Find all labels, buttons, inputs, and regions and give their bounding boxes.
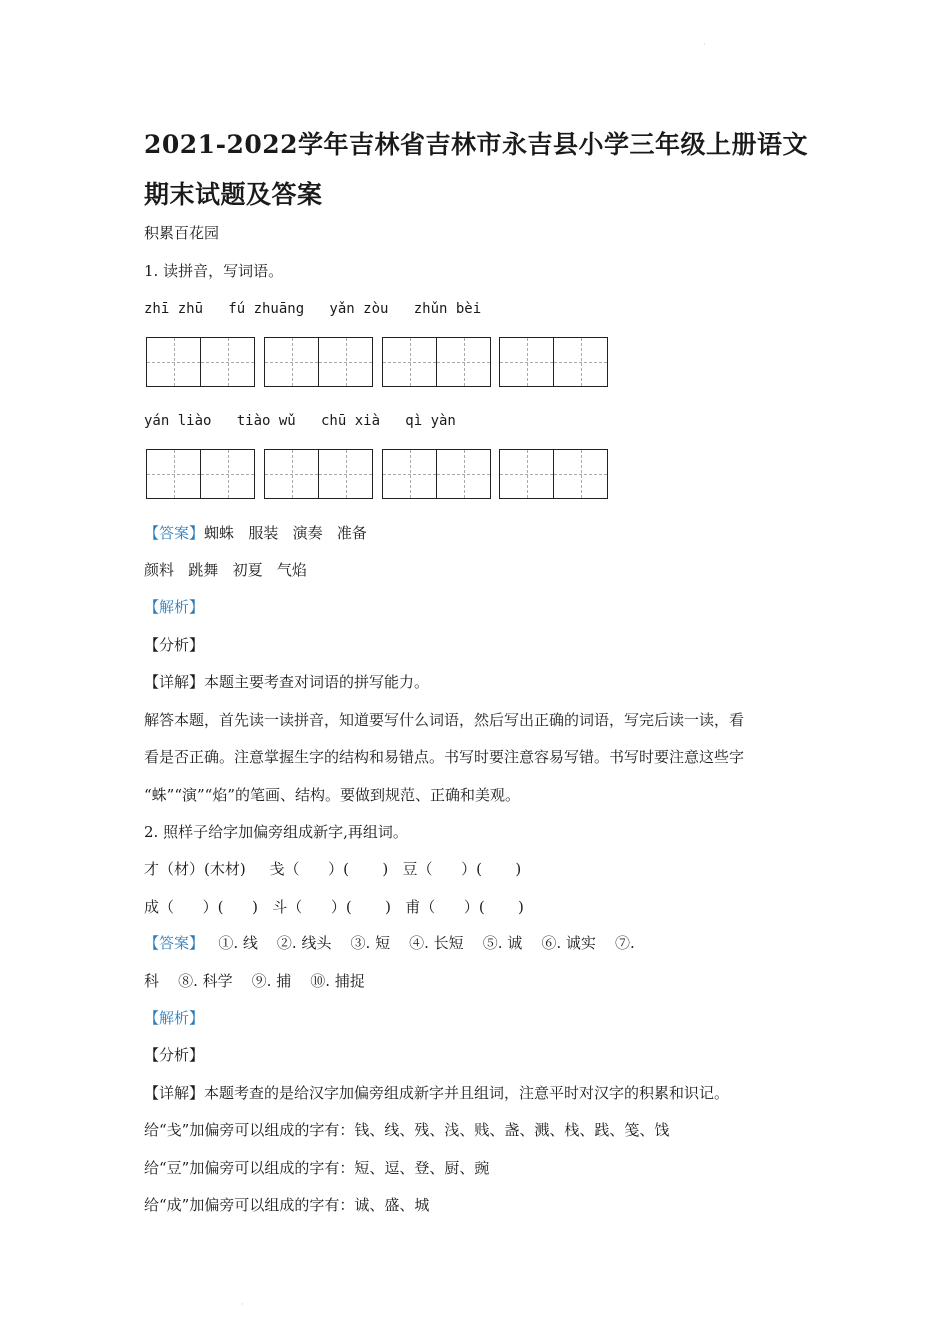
q2-answer-text-2: 科 ⑧. 科学 ⑨. 捕 ⑩. 捕捉 [144,972,365,990]
writing-box[interactable] [146,337,255,387]
scan-dot: · [241,1300,244,1309]
q1-para-2: 看是否正确。注意掌握生字的结构和易错点。书写时要注意容易写错。书写时要注意这些字 [144,748,745,766]
q2-line-dou: 给“豆”加偏旁可以组成的字有：短、逗、登、厨、豌 [144,1159,490,1177]
q2-fenxi: 【分析】 [144,1046,205,1064]
q1-answer-text-1: 蜘蛛 服装 演奏 准备 [204,524,367,542]
section-heading: 积累百花园 [144,224,220,242]
q2-jiexi-tag: 【解析】 [144,1009,205,1027]
q2-row-1: 才（材）(木材) 戋（ ）( ) 豆（ ）( ) [144,860,522,878]
q2-answer [144,932,635,954]
q1-para-3: “蛛”“演”“焰”的笔画、结构。要做到规范、正确和美观。 [144,786,521,804]
writing-box[interactable] [382,449,491,499]
pinyin-row-1: zhī zhū fú zhuāng yǎn zòu zhǔn bèi [144,301,482,317]
q2-xiangjie: 【详解】本题考查的是给汉字加偏旁组成新字并且组词，注意平时对汉字的积累和识记。 [144,1084,730,1102]
writing-box[interactable] [499,337,608,387]
pinyin-row-2: yán liào tiào wǔ chū xià qì yàn [144,413,456,429]
q1-fenxi: 【分析】 [144,636,205,654]
question-2-prompt: 2. 照样子给字加偏旁组成新字,再组词。 [144,823,408,841]
q2-row-2: 成（ ）( ) 斗（ ）( ) 甫（ ）( ) [144,898,524,916]
writing-box[interactable] [382,337,491,387]
q2-line-jian: 给“戋”加偏旁可以组成的字有：钱、线、残、浅、贱、盏、溅、栈、践、笺、饯 [144,1121,670,1139]
writing-box[interactable] [264,337,373,387]
q1-xiangjie: 【详解】本题主要考查对词语的拼写能力。 [144,673,430,691]
q1-answer-text-2: 颜料 跳舞 初夏 气焰 [144,561,307,579]
writing-box[interactable] [499,449,608,499]
writing-box[interactable] [146,449,255,499]
q1-answer [144,522,367,544]
answer-tag: 【答案】 [144,524,205,542]
q1-jiexi-tag: 【解析】 [144,598,205,616]
scan-dot: · [703,40,706,49]
answer-tag: 【答案】 [144,934,205,952]
q2-answer-text-1: ①. 线 ②. 线头 ③. 短 ④. 长短 ⑤. 诚 ⑥. 诚实 ⑦. [204,934,635,952]
writing-box[interactable] [264,449,373,499]
page-title: 2021-2022学年吉林省吉林市永吉县小学三年级上册语文期末试题及答案 [144,130,809,209]
question-1-prompt: 1. 读拼音，写词语。 [144,262,284,280]
q2-line-cheng: 给“成”加偏旁可以组成的字有：诚、盛、城 [144,1196,430,1214]
q1-para-1: 解答本题，首先读一读拼音，知道要写什么词语，然后写出正确的词语，写完后读一读，看 [144,711,745,729]
